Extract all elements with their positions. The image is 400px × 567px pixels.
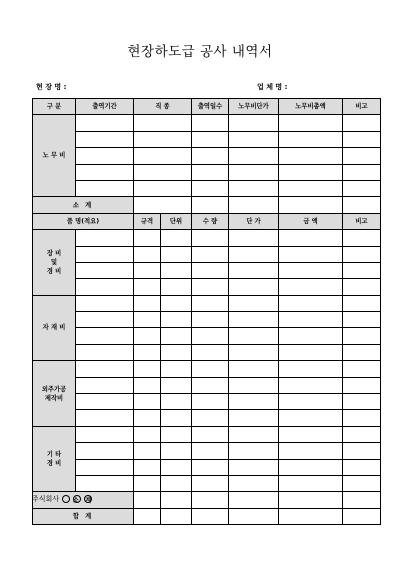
cell[interactable] [192, 148, 229, 164]
cell[interactable] [134, 394, 161, 410]
header-period: 출역기간 [76, 99, 134, 115]
items-subtotal-label: 소 계 [33, 492, 134, 508]
cell[interactable] [229, 377, 279, 393]
cell[interactable] [192, 295, 229, 311]
item-row [33, 426, 381, 442]
cell[interactable] [229, 443, 279, 459]
cell[interactable] [76, 426, 134, 442]
cell[interactable] [343, 328, 381, 344]
cell[interactable] [134, 492, 161, 508]
cell[interactable] [192, 344, 229, 360]
cell[interactable] [76, 148, 134, 164]
item-row [33, 230, 381, 246]
statement-table [32, 98, 381, 525]
cell[interactable] [343, 508, 381, 524]
item-section-label: 기 타 경 비 [33, 426, 76, 492]
cell[interactable] [279, 180, 343, 196]
labor-row [33, 115, 381, 131]
header-total-wage: 노무비총액 [279, 99, 343, 115]
cell[interactable] [192, 361, 229, 377]
cell[interactable] [343, 475, 381, 491]
cell[interactable] [134, 328, 161, 344]
cell[interactable] [161, 426, 192, 442]
cell[interactable] [343, 312, 381, 328]
cell[interactable] [229, 197, 279, 213]
item-section-label: 장 비 및 경 비 [33, 230, 76, 296]
cell[interactable] [192, 279, 229, 295]
cell[interactable] [279, 246, 343, 262]
cell[interactable] [76, 377, 134, 393]
cell[interactable] [192, 230, 229, 246]
cell[interactable] [161, 230, 192, 246]
cell[interactable] [134, 475, 161, 491]
cell[interactable] [76, 312, 134, 328]
cell[interactable] [161, 475, 192, 491]
cell[interactable] [134, 131, 192, 147]
cell[interactable] [161, 394, 192, 410]
cell[interactable] [76, 246, 134, 262]
item-row [33, 410, 381, 426]
item-row [33, 295, 381, 311]
cell[interactable] [229, 394, 279, 410]
cell[interactable] [192, 508, 229, 524]
cell[interactable] [76, 394, 134, 410]
header-item-remark: 비고 [343, 213, 381, 229]
cell[interactable] [343, 164, 381, 180]
labor-subtotal-row [33, 197, 381, 213]
cell[interactable] [343, 410, 381, 426]
cell[interactable] [343, 115, 381, 131]
cell[interactable] [76, 115, 134, 131]
cell[interactable] [279, 328, 343, 344]
cell[interactable] [229, 459, 279, 475]
item-section-label: 외주가공 제작비 [33, 361, 76, 427]
cell[interactable] [343, 197, 381, 213]
cell[interactable] [161, 312, 192, 328]
cell[interactable] [279, 377, 343, 393]
cell[interactable] [229, 344, 279, 360]
cell[interactable] [76, 459, 134, 475]
cell[interactable] [76, 328, 134, 344]
cell[interactable] [343, 361, 381, 377]
cell[interactable] [343, 131, 381, 147]
cell[interactable] [343, 246, 381, 262]
header-category: 구 분 [33, 99, 76, 115]
cell[interactable] [134, 164, 192, 180]
cell[interactable] [229, 508, 279, 524]
cell[interactable] [192, 394, 229, 410]
cell[interactable] [192, 377, 229, 393]
cell[interactable] [192, 328, 229, 344]
company-name-label: 업 체 명 : [257, 83, 288, 91]
company-stamp [32, 494, 92, 504]
cell[interactable] [134, 312, 161, 328]
cell[interactable] [229, 361, 279, 377]
cell[interactable] [229, 475, 279, 491]
cell[interactable] [229, 180, 279, 196]
cell[interactable] [279, 148, 343, 164]
cell[interactable] [192, 262, 229, 278]
item-row [33, 459, 381, 475]
cell[interactable] [161, 279, 192, 295]
cell[interactable] [161, 443, 192, 459]
labor-subtotal-label: 소 계 [33, 197, 134, 213]
cell[interactable] [343, 394, 381, 410]
header-unit: 단위 [161, 213, 192, 229]
cell[interactable] [76, 279, 134, 295]
header-item: 품 명(적요) [33, 213, 134, 229]
cell[interactable] [229, 148, 279, 164]
cell[interactable] [134, 443, 161, 459]
cell[interactable] [134, 246, 161, 262]
cell[interactable] [279, 344, 343, 360]
cell[interactable] [134, 459, 161, 475]
cell[interactable] [134, 180, 192, 196]
cell[interactable] [279, 475, 343, 491]
cell[interactable] [76, 475, 134, 491]
cell[interactable] [134, 377, 161, 393]
cell[interactable] [134, 279, 161, 295]
cell[interactable] [279, 508, 343, 524]
labor-row [33, 131, 381, 147]
cell[interactable] [229, 295, 279, 311]
cell[interactable] [279, 312, 343, 328]
grand-total-row [33, 508, 381, 524]
cell[interactable] [76, 262, 134, 278]
cell[interactable] [192, 131, 229, 147]
cell[interactable] [343, 295, 381, 311]
cell[interactable] [343, 459, 381, 475]
cell[interactable] [279, 115, 343, 131]
cell[interactable] [161, 377, 192, 393]
document-title: 현장하도급 공사 내역서 [127, 44, 273, 60]
header-spec: 규격 [134, 213, 161, 229]
labor-cost-label: 노 무 비 [33, 115, 76, 197]
cell[interactable] [192, 475, 229, 491]
cell[interactable] [192, 459, 229, 475]
cell[interactable] [134, 426, 161, 442]
item-row [33, 312, 381, 328]
cell[interactable] [161, 246, 192, 262]
cell[interactable] [76, 295, 134, 311]
header-remark: 비고 [343, 99, 381, 115]
cell[interactable] [134, 148, 192, 164]
cell[interactable] [134, 344, 161, 360]
item-row [33, 262, 381, 278]
cell[interactable] [343, 344, 381, 360]
header-amount: 금 액 [279, 213, 343, 229]
cell[interactable] [134, 115, 192, 131]
cell[interactable] [343, 262, 381, 278]
cell[interactable] [76, 344, 134, 360]
cell[interactable] [279, 230, 343, 246]
cell[interactable] [76, 164, 134, 180]
cell[interactable] [192, 246, 229, 262]
cell[interactable] [279, 443, 343, 459]
cell[interactable] [134, 230, 161, 246]
cell[interactable] [161, 410, 192, 426]
cell[interactable] [279, 164, 343, 180]
header-job-type: 직 종 [134, 99, 192, 115]
cell[interactable] [279, 426, 343, 442]
cell[interactable] [343, 230, 381, 246]
cell[interactable] [161, 295, 192, 311]
header-unit-price: 단 가 [229, 213, 279, 229]
cell[interactable] [192, 180, 229, 196]
cell[interactable] [229, 492, 279, 508]
cell[interactable] [134, 262, 161, 278]
cell[interactable] [134, 508, 161, 524]
item-row [33, 279, 381, 295]
company-stamp-label: 주식회사 [32, 495, 60, 503]
cell[interactable] [134, 197, 192, 213]
labor-row [33, 164, 381, 180]
cell[interactable] [279, 361, 343, 377]
cell[interactable] [343, 279, 381, 295]
cell[interactable] [343, 492, 381, 508]
cell[interactable] [229, 279, 279, 295]
item-row [33, 361, 381, 377]
cell[interactable] [161, 328, 192, 344]
circle-icon [62, 495, 70, 503]
item-header-row [33, 213, 381, 229]
cell[interactable] [76, 230, 134, 246]
cell[interactable] [192, 312, 229, 328]
cell[interactable] [343, 377, 381, 393]
cell[interactable] [134, 295, 161, 311]
cell[interactable] [76, 131, 134, 147]
cell[interactable] [229, 312, 279, 328]
cell[interactable] [76, 361, 134, 377]
item-row [33, 443, 381, 459]
header-qty: 수 량 [192, 213, 229, 229]
cell[interactable] [279, 279, 343, 295]
cell[interactable] [76, 443, 134, 459]
cell[interactable] [343, 148, 381, 164]
cell[interactable] [161, 459, 192, 475]
cell[interactable] [192, 115, 229, 131]
cell[interactable] [192, 492, 229, 508]
cell[interactable] [192, 426, 229, 442]
cell[interactable] [76, 180, 134, 196]
cell[interactable] [279, 131, 343, 147]
cell[interactable] [229, 262, 279, 278]
cell[interactable] [229, 164, 279, 180]
site-name-label: 현 장 명 : [36, 83, 67, 91]
cell[interactable] [229, 246, 279, 262]
cell[interactable] [161, 262, 192, 278]
cell[interactable] [343, 443, 381, 459]
cell[interactable] [192, 164, 229, 180]
cell[interactable] [279, 410, 343, 426]
cell[interactable] [134, 361, 161, 377]
cell[interactable] [229, 426, 279, 442]
cell[interactable] [229, 115, 279, 131]
circle-icon [84, 495, 92, 503]
header-unit-wage: 노무비단가 [229, 99, 279, 115]
cell[interactable] [161, 361, 192, 377]
cell[interactable] [161, 492, 192, 508]
header-days: 출역일수 [192, 99, 229, 115]
cell[interactable] [192, 410, 229, 426]
labor-row [33, 148, 381, 164]
item-sections [33, 230, 381, 492]
item-row [33, 475, 381, 491]
cell[interactable] [279, 492, 343, 508]
cell[interactable] [279, 295, 343, 311]
cell[interactable] [229, 328, 279, 344]
cell[interactable] [192, 197, 229, 213]
item-row [33, 394, 381, 410]
cell[interactable] [279, 459, 343, 475]
cell[interactable] [279, 394, 343, 410]
labor-row [33, 180, 381, 196]
item-row [33, 328, 381, 344]
cell[interactable] [279, 197, 343, 213]
cell[interactable] [134, 410, 161, 426]
cell[interactable] [343, 426, 381, 442]
item-section-label: 자 재 비 [33, 295, 76, 361]
cell[interactable] [229, 230, 279, 246]
cell[interactable] [343, 180, 381, 196]
cell[interactable] [229, 131, 279, 147]
item-row [33, 344, 381, 360]
cell[interactable] [192, 443, 229, 459]
cell[interactable] [76, 410, 134, 426]
grand-total-label: 합 계 [33, 508, 134, 524]
circle-icon [73, 495, 81, 503]
item-row [33, 246, 381, 262]
item-row [33, 377, 381, 393]
cell[interactable] [279, 262, 343, 278]
labor-header-row [33, 99, 381, 115]
cell[interactable] [161, 344, 192, 360]
cell[interactable] [161, 508, 192, 524]
cell[interactable] [229, 410, 279, 426]
